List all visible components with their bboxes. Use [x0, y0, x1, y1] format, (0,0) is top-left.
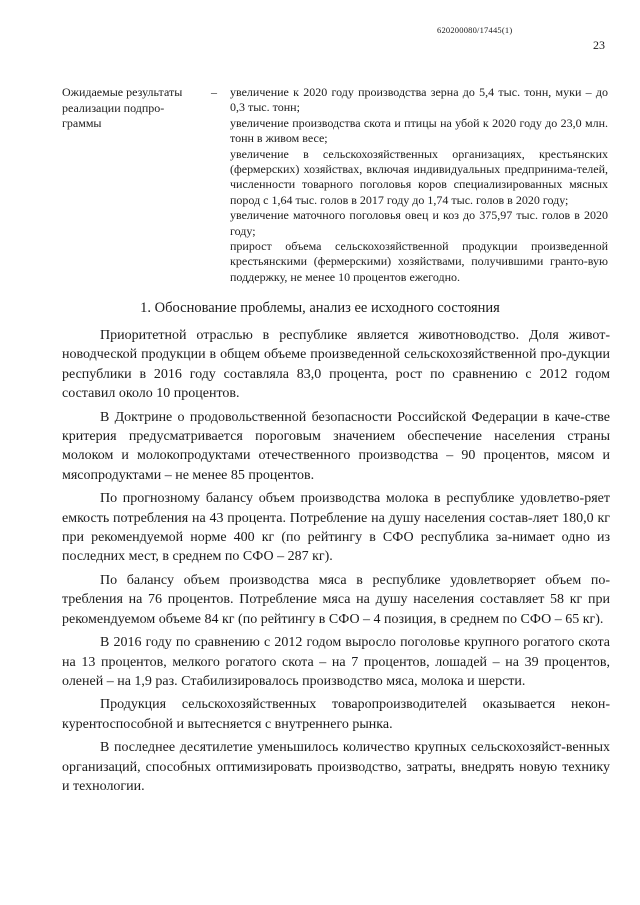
results-item: увеличение производства скота и птицы на убой к 2020 году до 23,0 млн. тонн в живом весе;: [230, 115, 608, 146]
results-item: увеличение в сельскохозяйственных организациях, крестьянских (фермерских) хозяйствах, включая индивидуальных предпринима-телей, численности товарного поголовья коров специализированных мясных пород с 1,64 тыс. голов в 2017 году до 1,74 тыс. голов в 2020 году;: [230, 146, 608, 207]
results-label: Ожидаемые результаты реализации подпро-граммы: [62, 85, 183, 131]
section-heading: 1. Обоснование проблемы, анализ ее исходного состояния: [140, 300, 500, 316]
document-id: 620200080/17445(1): [437, 25, 513, 35]
paragraph: Приоритетной отраслью в республике является животноводство. Доля живот-новодческой продукции в общем объеме произведенной сельскохозяйственной про-дукции республики в 2016 году составляла 83,0 процента, рост по сравнению с 2012 годом составил около 10 процентов.: [62, 328, 610, 402]
results-item: увеличение маточного поголовья овец и коз до 375,97 тыс. голов в 2020 году;: [230, 208, 608, 238]
page-number: 23: [593, 38, 605, 52]
paragraph: Продукция сельскохозяйственных товаропроизводителей оказывается некон-курентоспособной и вытесняется с внутреннего рынка.: [62, 697, 610, 732]
results-items: [230, 85, 608, 285]
paragraph: По балансу объем производства мяса в республике удовлетворяет объем по-требления на 76 процентов. Потребление мяса на душу населения составляет 58 кг при рекомендуемом объеме 84 кг (по рейтингу в СФО – 4 позиция, в среднем по СФО – 65 кг).: [62, 572, 610, 627]
paragraph: В 2016 году по сравнению с 2012 годом выросло поголовье крупного рогатого скота на 13 процентов, мелкого рогатого скота – на 7 процентов, лошадей – на 39 процентов, оленей – на 1,9 раз. Стабилизировалось производство мяса, молока и шерсти.: [62, 635, 610, 689]
results-item: увеличение к 2020 году производства зерна до 5,4 тыс. тонн, муки – до 0,3 тыс. тонн;: [230, 85, 608, 115]
paragraph: В Доктрине о продовольственной безопасности Российской Федерации в каче-стве критерия предусматривается пороговым значением обеспечение населения страны молоком и молокопродуктами отечественного производства – 90 процентов, мясом и мясопродуктами – не менее 85 процентов.: [62, 409, 610, 483]
paragraph: В последнее десятилетие уменьшилось количество крупных сельскохозяйст-венных организаций, способных оптимизировать производство, затраты, внедрять новую технику и технологии.: [62, 740, 610, 794]
body-text: [62, 326, 610, 800]
results-dash: –: [211, 85, 217, 99]
paragraph: По прогнозному балансу объем производства молока в республике удовлетво-ряет емкость потребления на 43 процента. Потребление на душу населения состав-ляет 180,0 кг при рекомендуемой норме 400 кг (по рейтингу в СФО республика за-нимает одно из последних мест, в среднем по СФО – 287 кг).: [62, 491, 610, 565]
results-item: прирост объема сельскохозяйственной продукции произведенной крестьянскими (фермерскими) хозяйствами, получившими гранто-вую поддержку, не менее 10 процентов ежегодно.: [230, 239, 608, 284]
